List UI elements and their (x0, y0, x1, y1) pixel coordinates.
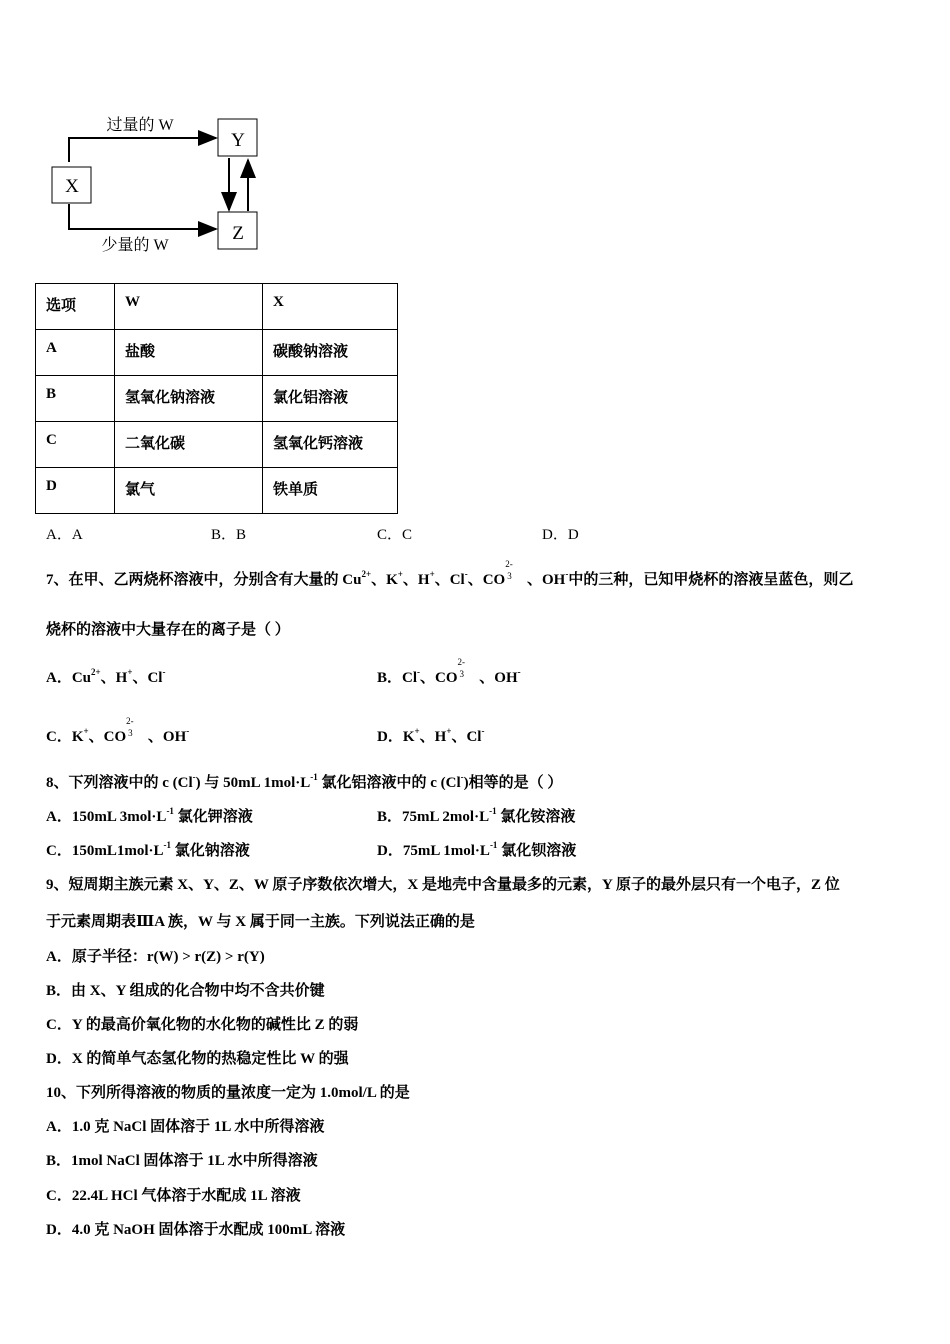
text-run: 、K (371, 572, 398, 588)
question-line (46, 1083, 410, 1103)
superscript: -1 (489, 806, 497, 816)
text-run: 、H (419, 729, 447, 745)
text-run: 、CO (88, 729, 127, 745)
text-run: 、CO (467, 572, 506, 588)
answer-option[interactable] (377, 841, 576, 861)
question-line[interactable] (46, 1117, 324, 1137)
superscript: - (417, 667, 421, 677)
answer-option[interactable] (377, 727, 484, 747)
table-header-row: 选项 W X (36, 284, 398, 330)
ion-charge: 2- 3 (126, 716, 134, 738)
question-line[interactable] (46, 981, 325, 1001)
text-run: 7、在甲、乙两烧杯溶液中，分别含有大量的 Cu (46, 572, 362, 588)
table-row: A 盐酸 碳酸钠溶液 (36, 330, 398, 376)
table-row: C 二氧化碳 氢氧化钙溶液 (36, 422, 398, 468)
svg-text:X: X (65, 176, 79, 197)
text-run: 中的三种，已知甲烧杯的溶液呈蓝色，则乙 (568, 572, 854, 588)
text-run: D．4.0 克 NaOH 固体溶于水配成 100mL 溶液 (46, 1222, 346, 1238)
superscript: - (481, 726, 485, 736)
text-run: 氯化铵溶液 (496, 809, 576, 825)
text-run: C．22.4L HCl 气体溶于水配成 1L 溶液 (46, 1188, 301, 1204)
question-line[interactable] (46, 1049, 349, 1069)
q6-option-d[interactable]: D．D (542, 527, 579, 543)
question-line[interactable] (46, 1015, 358, 1035)
text-run: A．1.0 克 NaCl 固体溶于 1L 水中所得溶液 (46, 1119, 325, 1135)
text-run: D．X 的简单气态氢化物的热稳定性比 W 的强 (46, 1051, 349, 1067)
superscript: 2+ (361, 569, 372, 579)
reaction-diagram (40, 110, 270, 260)
text-run: C．Y 的最高价氧化物的水化物的碱性比 Z 的弱 (46, 1017, 359, 1033)
answer-option[interactable] (377, 657, 521, 688)
text-run: ) 与 50mL 1mol·L (195, 775, 311, 791)
question-line (46, 912, 475, 932)
question-line[interactable] (46, 1186, 301, 1206)
text-run: )相等的是（ ） (463, 775, 563, 791)
svg-text:Y: Y (231, 130, 245, 151)
q6-option-a[interactable]: A．A (46, 527, 83, 543)
text-run: 、OH (144, 729, 187, 745)
question-line[interactable] (46, 1151, 318, 1171)
q6-option-c[interactable]: C．C (377, 527, 413, 543)
question-line[interactable] (46, 1220, 345, 1240)
superscript: + (446, 726, 452, 736)
text-run: 、OH (523, 572, 566, 588)
text-run: 、H (100, 670, 128, 686)
question-line (46, 875, 840, 895)
text-run: 氯化钠溶液 (171, 843, 250, 859)
text-run: 、CO (420, 670, 458, 686)
superscript: -1 (163, 840, 172, 850)
superscript: + (397, 569, 403, 579)
ion-charge: 2- 3 (505, 559, 513, 581)
superscript: -1 (166, 806, 174, 816)
text-run: C．K (46, 729, 84, 745)
text-run: 10、下列所得溶液的物质的量浓度一定为 1.0mol/L 的是 (46, 1085, 410, 1101)
text-run: 氯化钾溶液 (173, 809, 253, 825)
question-line (46, 773, 562, 793)
superscript: - (192, 772, 196, 782)
superscript: - (517, 667, 521, 677)
superscript: + (429, 569, 435, 579)
text-run: D．75mL 1mol·L (377, 843, 490, 859)
text-run: 于元素周期表ⅢA 族，W 与 X 属于同一主族。下列说法正确的是 (46, 914, 475, 930)
label-excess-w: 过量的 W (106, 117, 174, 134)
text-run: 、Cl (434, 572, 465, 588)
superscript: 2+ (91, 667, 101, 677)
text-run: 、Cl (132, 670, 163, 686)
text-run: A．150mL 3mol·L (46, 809, 167, 825)
text-run: 、Cl (451, 729, 482, 745)
arrow-x-to-z (69, 204, 216, 229)
text-run: 9、短周期主族元素 X、Y、Z、W 原子序数依次增大，X 是地壳中含量最多的元素，Y 原子的最外层只有一个电子，Z 位 (46, 877, 840, 893)
q6-option-b[interactable]: B．B (211, 527, 247, 543)
text-run: D．K (377, 729, 415, 745)
text-run: B．Cl (377, 670, 418, 686)
text-run: 、H (402, 572, 430, 588)
superscript: - (565, 569, 569, 579)
text-run: 氯化铝溶液中的 c (Cl (317, 775, 461, 791)
answer-option[interactable] (377, 807, 575, 827)
text-run: 8、下列溶液中的 c (Cl (46, 775, 193, 791)
table-row: D 氯气 铁单质 (36, 468, 398, 514)
text-run: B．由 X、Y 组成的化合物中均不含共价键 (46, 983, 325, 999)
label-little-w: 少量的 W (101, 237, 169, 254)
answer-option[interactable] (46, 668, 165, 688)
superscript: + (83, 726, 89, 736)
superscript: - (186, 726, 190, 736)
text-run: A．Cu (46, 670, 92, 686)
superscript: + (127, 667, 133, 677)
answer-option[interactable] (46, 807, 253, 827)
text-run: 氯化钡溶液 (497, 843, 577, 859)
superscript: - (162, 667, 166, 677)
answer-option[interactable] (46, 716, 190, 747)
text-run: 、OH (475, 670, 518, 686)
question-line (46, 559, 854, 590)
text-run: A．原子半径：r(W) > r(Z) > r(Y) (46, 949, 265, 965)
text-run: B．1mol NaCl 固体溶于 1L 水中所得溶液 (46, 1153, 318, 1169)
answer-option[interactable] (46, 841, 250, 861)
ion-charge: 2- 3 (457, 657, 466, 679)
text-run: B．75mL 2mol·L (377, 809, 490, 825)
question-line (46, 620, 290, 640)
options-table (35, 283, 398, 514)
table-row: B 氢氧化钠溶液 氯化铝溶液 (36, 376, 398, 422)
question-line[interactable] (46, 947, 265, 967)
superscript: - (464, 569, 468, 579)
svg-text:Z: Z (232, 223, 244, 244)
superscript: -1 (310, 772, 318, 782)
text-run: 烧杯的溶液中大量存在的离子是（ ） (46, 622, 290, 638)
arrow-x-to-y (69, 138, 216, 162)
superscript: + (414, 726, 420, 736)
superscript: -1 (489, 840, 498, 850)
superscript: - (460, 772, 464, 782)
text-run: C．150mL1mol·L (46, 843, 164, 859)
